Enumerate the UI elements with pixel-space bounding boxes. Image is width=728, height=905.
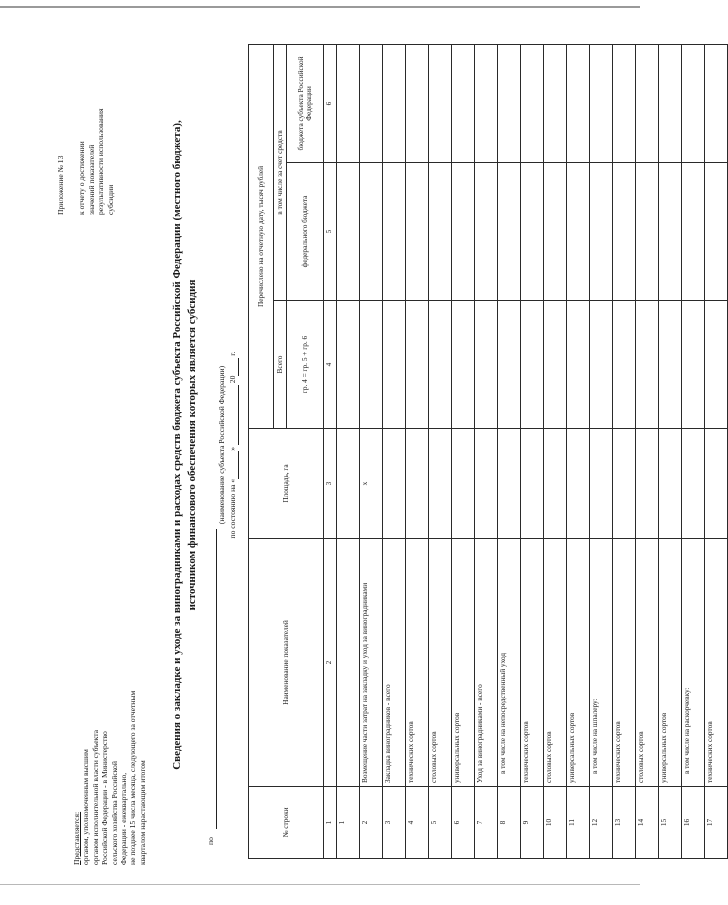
total-value <box>521 301 544 429</box>
federal-value <box>636 163 659 301</box>
indicator-name: в том числе на раскорчевку: <box>682 539 705 787</box>
table-row <box>406 44 429 858</box>
table-row <box>475 44 498 858</box>
total-value <box>452 301 475 429</box>
submission-note <box>72 595 147 865</box>
table-row <box>337 44 360 858</box>
total-value <box>360 301 383 429</box>
title-line: источником финансового обеспечения которых является субсидия <box>186 279 198 611</box>
table-row <box>360 44 383 858</box>
regional-value <box>590 44 613 162</box>
table-row <box>521 44 544 858</box>
regional-value <box>682 44 705 162</box>
area-value <box>567 429 590 539</box>
area-value <box>590 429 613 539</box>
indicator-name: технических сортов <box>521 539 544 787</box>
scan-bottom-edge <box>0 884 640 885</box>
year-prefix: 20 <box>228 375 237 384</box>
area-value <box>406 429 429 539</box>
header-transferred: Перечислено на отчетную дату, тысяч рублей <box>249 44 274 428</box>
header-including: в том числе за счет средств <box>274 44 287 300</box>
indicator-name: в том числе на непосредственный уход <box>498 539 521 787</box>
indicator-name: универсальных сортов <box>452 539 475 787</box>
row-number: 8 <box>498 787 521 859</box>
table-row <box>613 44 636 858</box>
row-number: 5 <box>429 787 452 859</box>
indicator-name: столовых сортов <box>544 539 567 787</box>
indicator-name: технических сортов <box>705 539 728 787</box>
scan-top-edge <box>0 6 640 8</box>
regional-value <box>429 44 452 162</box>
regional-value <box>544 44 567 162</box>
total-value <box>705 301 728 429</box>
indicator-name: в том числе на шпалеру: <box>590 539 613 787</box>
area-value <box>613 429 636 539</box>
federal-value <box>475 163 498 301</box>
indicator-name <box>337 539 360 787</box>
regional-value <box>383 44 406 162</box>
row-number: 15 <box>659 787 682 859</box>
day-blank <box>228 451 239 479</box>
appendix-number: Приложение № 13 <box>56 155 65 215</box>
federal-value <box>429 163 452 301</box>
subject-caption: (наименование субъекта Российской Федерации) <box>217 365 226 525</box>
regional-value <box>521 44 544 162</box>
column-index: 6 <box>324 44 337 162</box>
month-blank <box>228 385 239 445</box>
indicator-name: столовых сортов <box>429 539 452 787</box>
date-suffix: г. <box>228 351 237 356</box>
table-row <box>452 44 475 858</box>
table-row <box>636 44 659 858</box>
total-value <box>498 301 521 429</box>
federal-value <box>406 163 429 301</box>
regional-value <box>498 44 521 162</box>
header-row-number: № строки <box>249 787 324 859</box>
total-value <box>383 301 406 429</box>
federal-value <box>682 163 705 301</box>
row-number: 3 <box>383 787 406 859</box>
area-value <box>383 429 406 539</box>
row-number: 9 <box>521 787 544 859</box>
area-value <box>498 429 521 539</box>
submission-line: Федерации - ежеквартально, <box>119 772 129 865</box>
indicators-table <box>248 44 728 859</box>
area-value <box>429 429 452 539</box>
appendix-line: к отчету о достижении <box>77 141 87 215</box>
table-row <box>544 44 567 858</box>
total-value <box>682 301 705 429</box>
area-value <box>475 429 498 539</box>
row-number: 2 <box>360 787 383 859</box>
row-number: 17 <box>705 787 728 859</box>
indicator-name: технических сортов <box>406 539 429 787</box>
total-value <box>590 301 613 429</box>
header-federal-budget: федерального бюджета <box>287 163 324 301</box>
by-prefix: по <box>206 837 215 845</box>
header-regional-budget: бюджета субъекта Российской Федерации <box>287 44 324 162</box>
date-prefix: по состоянию на « <box>228 478 237 539</box>
federal-value <box>383 163 406 301</box>
submission-heading: Представляется: <box>72 811 81 865</box>
header-indicator-name: Наименование показателей <box>249 539 324 787</box>
area-value <box>452 429 475 539</box>
total-value <box>337 301 360 429</box>
regional-value <box>406 44 429 162</box>
appendix-line: результативности использования <box>96 108 106 215</box>
column-index: 4 <box>324 301 337 429</box>
regional-value <box>360 44 383 162</box>
submission-line: сельского хозяйства Российской <box>109 761 119 865</box>
submission-line: Российской Федерации - в Министерство <box>100 731 110 865</box>
date-line <box>228 15 239 875</box>
table-row <box>383 44 406 858</box>
column-index: 3 <box>324 429 337 539</box>
total-value <box>544 301 567 429</box>
row-number: 4 <box>406 787 429 859</box>
header-total: Всего <box>274 301 287 429</box>
indicator-name: Возмещение части затрат на закладку и уход за виноградниками <box>360 539 383 787</box>
appendix-line: субсидии <box>105 184 115 215</box>
total-value <box>636 301 659 429</box>
column-index: 5 <box>324 163 337 301</box>
row-number: 14 <box>636 787 659 859</box>
indicator-name: столовых сортов <box>636 539 659 787</box>
area-value <box>544 429 567 539</box>
total-value <box>406 301 429 429</box>
rotated-document <box>18 15 714 875</box>
area-value <box>682 429 705 539</box>
table-row <box>567 44 590 858</box>
total-value <box>429 301 452 429</box>
regional-value <box>659 44 682 162</box>
column-index: 2 <box>324 539 337 787</box>
date-mid: » <box>228 447 237 451</box>
table-row <box>429 44 452 858</box>
indicator-name: универсальных сортов <box>567 539 590 787</box>
total-value <box>567 301 590 429</box>
document-title <box>170 15 200 875</box>
column-index-row <box>324 44 337 858</box>
appendix-line: значений показателей <box>86 144 96 215</box>
total-value <box>613 301 636 429</box>
federal-value <box>452 163 475 301</box>
area-value <box>337 429 360 539</box>
area-value <box>521 429 544 539</box>
federal-value <box>360 163 383 301</box>
regional-value <box>337 44 360 162</box>
appendix-note <box>56 35 115 215</box>
header-area: Площадь, га <box>249 429 324 539</box>
row-number: 12 <box>590 787 613 859</box>
regional-value <box>613 44 636 162</box>
row-number: 6 <box>452 787 475 859</box>
area-value <box>659 429 682 539</box>
total-value <box>659 301 682 429</box>
indicator-name: Закладка виноградников - всего <box>383 539 406 787</box>
submission-line: органом, уполномоченным высшим <box>81 749 91 865</box>
indicator-name: универсальных сортов <box>659 539 682 787</box>
row-number: 7 <box>475 787 498 859</box>
subject-line <box>206 15 217 875</box>
federal-value <box>613 163 636 301</box>
regional-value <box>475 44 498 162</box>
indicator-name: Уход за виноградниками - всего <box>475 539 498 787</box>
row-number: 1 <box>337 787 360 859</box>
regional-value <box>636 44 659 162</box>
year-blank <box>228 358 239 376</box>
federal-value <box>705 163 728 301</box>
federal-value <box>567 163 590 301</box>
table-row <box>498 44 521 858</box>
table-row <box>659 44 682 858</box>
column-index: 1 <box>324 787 337 859</box>
submission-line: органом исполнительной власти субъекта <box>90 730 100 865</box>
table-row <box>682 44 705 858</box>
total-value <box>475 301 498 429</box>
federal-value <box>498 163 521 301</box>
submission-line: не позднее 15 числа месяца, следующего за отчетным <box>128 690 138 865</box>
title-line: Сведения о закладке и уходе за виноградниками и расходах средств бюджета субъекта Российской Федерации (местного бюджета), <box>171 120 183 770</box>
regional-value <box>705 44 728 162</box>
header-formula: гр. 4 = гр. 5 + гр. 6 <box>287 301 324 429</box>
table-row <box>705 44 728 858</box>
federal-value <box>337 163 360 301</box>
area-value: x <box>360 429 383 539</box>
federal-value <box>521 163 544 301</box>
area-value <box>705 429 728 539</box>
federal-value <box>544 163 567 301</box>
submission-line: кварталом нарастающим итогом <box>137 760 147 865</box>
row-number: 11 <box>567 787 590 859</box>
row-number: 13 <box>613 787 636 859</box>
regional-value <box>452 44 475 162</box>
area-value <box>636 429 659 539</box>
table-row <box>590 44 613 858</box>
federal-value <box>659 163 682 301</box>
row-number: 16 <box>682 787 705 859</box>
row-number: 10 <box>544 787 567 859</box>
regional-value <box>567 44 590 162</box>
federal-value <box>590 163 613 301</box>
indicator-name: технических сортов <box>613 539 636 787</box>
subject-blank <box>206 529 217 829</box>
